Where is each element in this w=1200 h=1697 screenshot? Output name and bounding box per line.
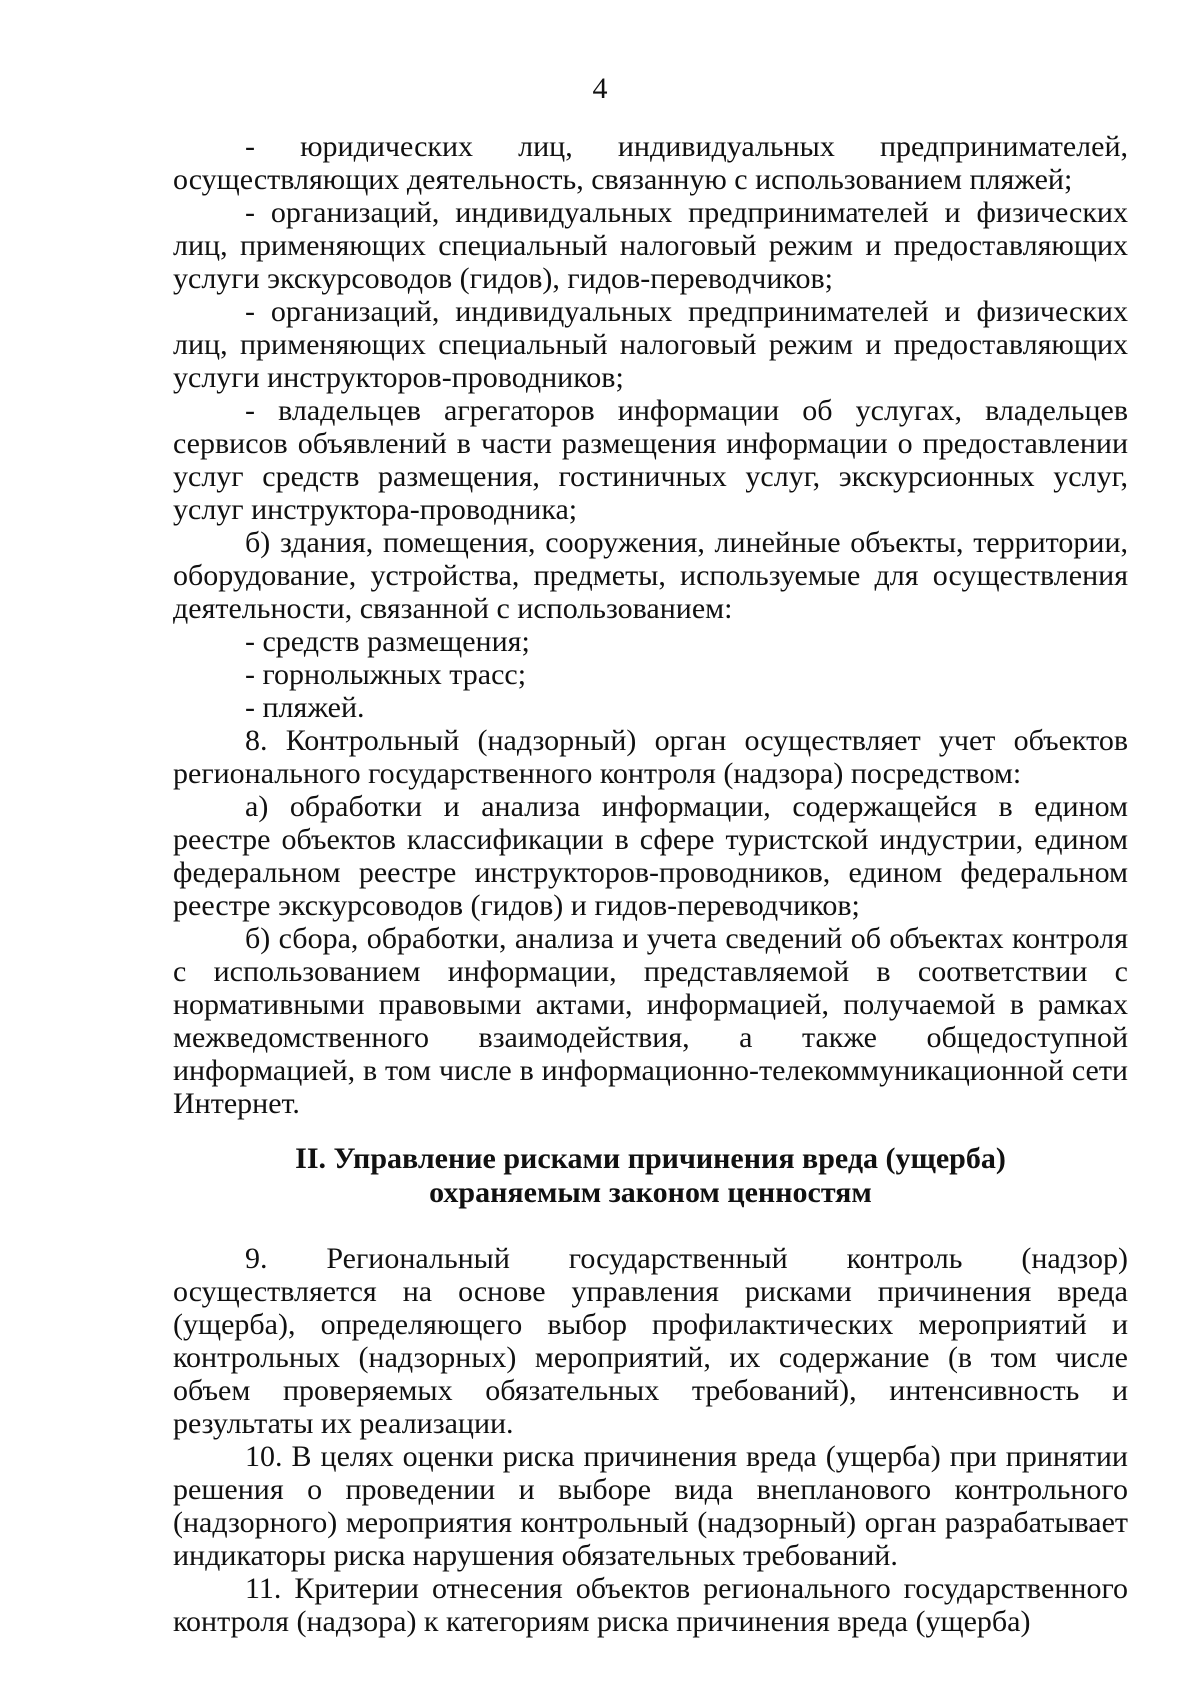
document-body [173, 130, 1128, 1638]
paragraph-item-8: 8. Контрольный (надзорный) орган осуществляет учет объектов регионального государственного контроля (надзора) посредством: [173, 724, 1128, 790]
paragraph-aggregators: - владельцев агрегаторов информации об услугах, владельцев сервисов объявлений в части размещения информации о предоставлении услуг средств размещения, гостиничных услуг, экскурсионных услуг, услуг инструктора-проводника; [173, 394, 1128, 526]
paragraph-ski-slopes: - горнолыжных трасс; [245, 658, 527, 691]
paragraph-item-10: 10. В целях оценки риска причинения вреда (ущерба) при принятии решения о проведении и выборе вида внепланового контрольного (надзорного) мероприятия контрольный (надзорный) орган разрабатывает индикаторы риска нарушения обязательных требований. [173, 1440, 1128, 1572]
paragraph-buildings: б) здания, помещения, сооружения, линейные объекты, территории, оборудование, устройства, предметы, используемые для осуществления деятельности, связанной с использованием: [173, 526, 1128, 625]
paragraph-guides: - организаций, индивидуальных предпринимателей и физических лиц, применяющих специальный налоговый режим и предоставляющих услуги экскурсоводов (гидов), гидов-переводчиков; [173, 196, 1128, 295]
page-number: 4 [592, 72, 608, 105]
paragraph-beaches: - пляжей. [245, 691, 365, 724]
paragraph-item-8a: а) обработки и анализа информации, содержащейся в едином реестре объектов классификации в сфере туристской индустрии, едином федеральном реестре инструкторов-проводников, едином федеральном реестре экскурсоводов (гидов) и гидов-переводчиков; [173, 790, 1128, 922]
paragraph-item-8b: б) сбора, обработки, анализа и учета сведений об объектах контроля с использованием информации, представляемой в соответствии с нормативными правовыми актами, информацией, получаемой в рамках межведомственного взаимодействия, а также общедоступной информацией, в том числе в информационно-телекоммуникационной сети Интернет. [173, 922, 1128, 1120]
paragraph-instructors: - организаций, индивидуальных предпринимателей и физических лиц, применяющих специальный налоговый режим и предоставляющих услуги инструкторов-проводников; [173, 295, 1128, 394]
paragraph-legal-entities-beaches: - юридических лиц, индивидуальных предпринимателей, осуществляющих деятельность, связанную с использованием пляжей; [173, 130, 1128, 196]
paragraph-item-11: 11. Критерии отнесения объектов регионального государственного контроля (надзора) к категориям риска причинения вреда (ущерба) [173, 1572, 1128, 1638]
section-heading: II. Управление рисками причинения вреда (ущерба) охраняемым законом ценностям [295, 1142, 1006, 1209]
paragraph-accommodation: - средств размещения; [245, 625, 530, 658]
paragraph-item-9: 9. Региональный государственный контроль (надзор) осуществляется на основе управления рисками причинения вреда (ущерба), определяющего выбор профилактических мероприятий и контрольных (надзорных) мероприятий, их содержание (в том числе объем проверяемых обязательных требований), интенсивность и результаты их реализации. [173, 1242, 1128, 1440]
